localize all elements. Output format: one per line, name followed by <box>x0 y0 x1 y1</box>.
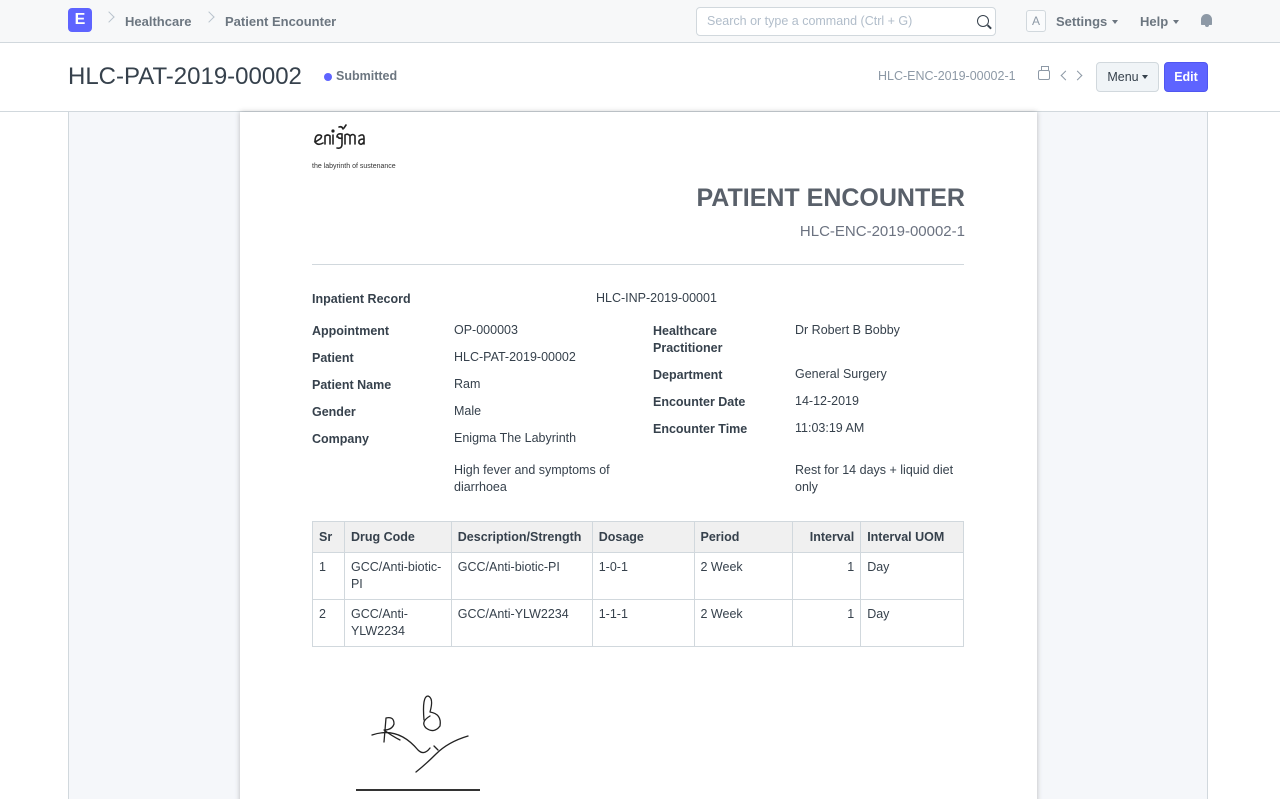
table-cell: 1-1-1 <box>592 600 694 647</box>
print-document-title: PATIENT ENCOUNTER <box>696 184 965 212</box>
table-header-row <box>313 522 964 553</box>
field-label: Company <box>312 432 369 446</box>
bell-icon[interactable] <box>1201 14 1212 25</box>
table-cell: 2 Week <box>694 553 793 600</box>
field-label: Healthcare Practitioner <box>653 324 723 355</box>
print-icon[interactable] <box>1038 70 1050 80</box>
field-label: Encounter Time <box>653 422 748 436</box>
table-cell: Day <box>861 553 964 600</box>
menu-button[interactable] <box>1096 62 1159 92</box>
table-cell: GCC/Anti-biotic-PI <box>451 553 592 600</box>
search-input[interactable] <box>707 14 967 28</box>
settings-label: Settings <box>1056 14 1108 29</box>
app-logo[interactable]: E <box>68 8 92 32</box>
help-menu[interactable] <box>1140 14 1179 29</box>
print-document-name: HLC-ENC-2019-00002-1 <box>799 223 965 240</box>
table-cell: 2 <box>313 600 345 647</box>
divider <box>312 264 964 265</box>
column-header: Dosage <box>592 522 694 553</box>
field-value: OP-000003 <box>454 323 518 337</box>
caret-down-icon <box>1112 20 1118 24</box>
chevron-right-icon <box>203 11 214 22</box>
avatar[interactable]: A <box>1026 10 1046 32</box>
company-logo <box>312 124 376 152</box>
field-value: Ram <box>454 377 481 391</box>
field-label: Patient <box>312 351 354 365</box>
diagnosis-note: Rest for 14 days + liquid diet only <box>795 463 954 494</box>
table-cell: 1 <box>793 600 861 647</box>
search-icon[interactable] <box>977 15 989 27</box>
page-title: HLC-PAT-2019-00002 <box>68 63 302 90</box>
drug-prescription-table <box>312 521 964 647</box>
menu-label: Menu <box>1107 70 1139 84</box>
column-header: Interval <box>793 522 861 553</box>
table-cell: Day <box>861 600 964 647</box>
print-sheet <box>240 112 1037 799</box>
field-value: Male <box>454 404 482 418</box>
table-cell: 1 <box>793 553 861 600</box>
column-header: Period <box>694 522 793 553</box>
print-preview-area <box>68 112 1208 799</box>
field-value: 14-12-2019 <box>795 394 859 408</box>
status-badge: Submitted <box>336 69 398 83</box>
page-head <box>0 43 1280 112</box>
status-dot-icon <box>324 73 332 81</box>
inpatient-record-value: HLC-INP-2019-00001 <box>596 291 717 305</box>
company-tagline: the labyrinth of sustenance <box>312 163 396 170</box>
column-header: Drug Code <box>344 522 451 553</box>
field-label: Appointment <box>312 324 390 338</box>
field-label: Gender <box>312 405 356 419</box>
document-id: HLC-ENC-2019-00002-1 <box>878 69 1016 83</box>
table-cell: 2 Week <box>694 600 793 647</box>
table-cell: GCC/Anti-biotic-PI <box>344 553 451 600</box>
field-value: Dr Robert B Bobby <box>795 323 900 337</box>
caret-down-icon <box>1173 20 1179 24</box>
chevron-right-icon <box>103 11 114 22</box>
field-label: Patient Name <box>312 378 392 392</box>
edit-button[interactable]: Edit <box>1164 62 1208 92</box>
field-value: General Surgery <box>795 367 887 381</box>
field-label: Encounter Date <box>653 395 746 409</box>
next-icon[interactable] <box>1073 71 1083 81</box>
column-header: Interval UOM <box>861 522 964 553</box>
table-row <box>313 600 964 647</box>
table-cell: GCC/Anti-YLW2234 <box>344 600 451 647</box>
field-value: HLC-PAT-2019-00002 <box>454 350 576 364</box>
inpatient-record-label: Inpatient Record <box>312 292 411 306</box>
field-label: Department <box>653 368 723 382</box>
table-cell: 1-0-1 <box>592 553 694 600</box>
help-label: Help <box>1140 14 1169 29</box>
symptoms-note: High fever and symptoms of diarrhoea <box>454 463 610 494</box>
table-cell: GCC/Anti-YLW2234 <box>451 600 592 647</box>
breadcrumb-patient-encounter[interactable]: Patient Encounter <box>225 14 337 29</box>
field-value: Enigma The Labyrinth <box>454 431 577 445</box>
column-header: Sr <box>313 522 345 553</box>
signature-line <box>356 789 480 791</box>
caret-down-icon <box>1142 75 1148 79</box>
signature-image <box>368 688 474 778</box>
previous-icon[interactable] <box>1061 71 1071 81</box>
breadcrumb-healthcare[interactable]: Healthcare <box>125 14 192 29</box>
field-value: 11:03:19 AM <box>795 421 865 435</box>
column-header: Description/Strength <box>451 522 592 553</box>
settings-menu[interactable] <box>1056 14 1118 29</box>
search-box[interactable] <box>696 7 996 36</box>
table-cell: 1 <box>313 553 345 600</box>
table-row <box>313 553 964 600</box>
navbar <box>0 0 1280 43</box>
